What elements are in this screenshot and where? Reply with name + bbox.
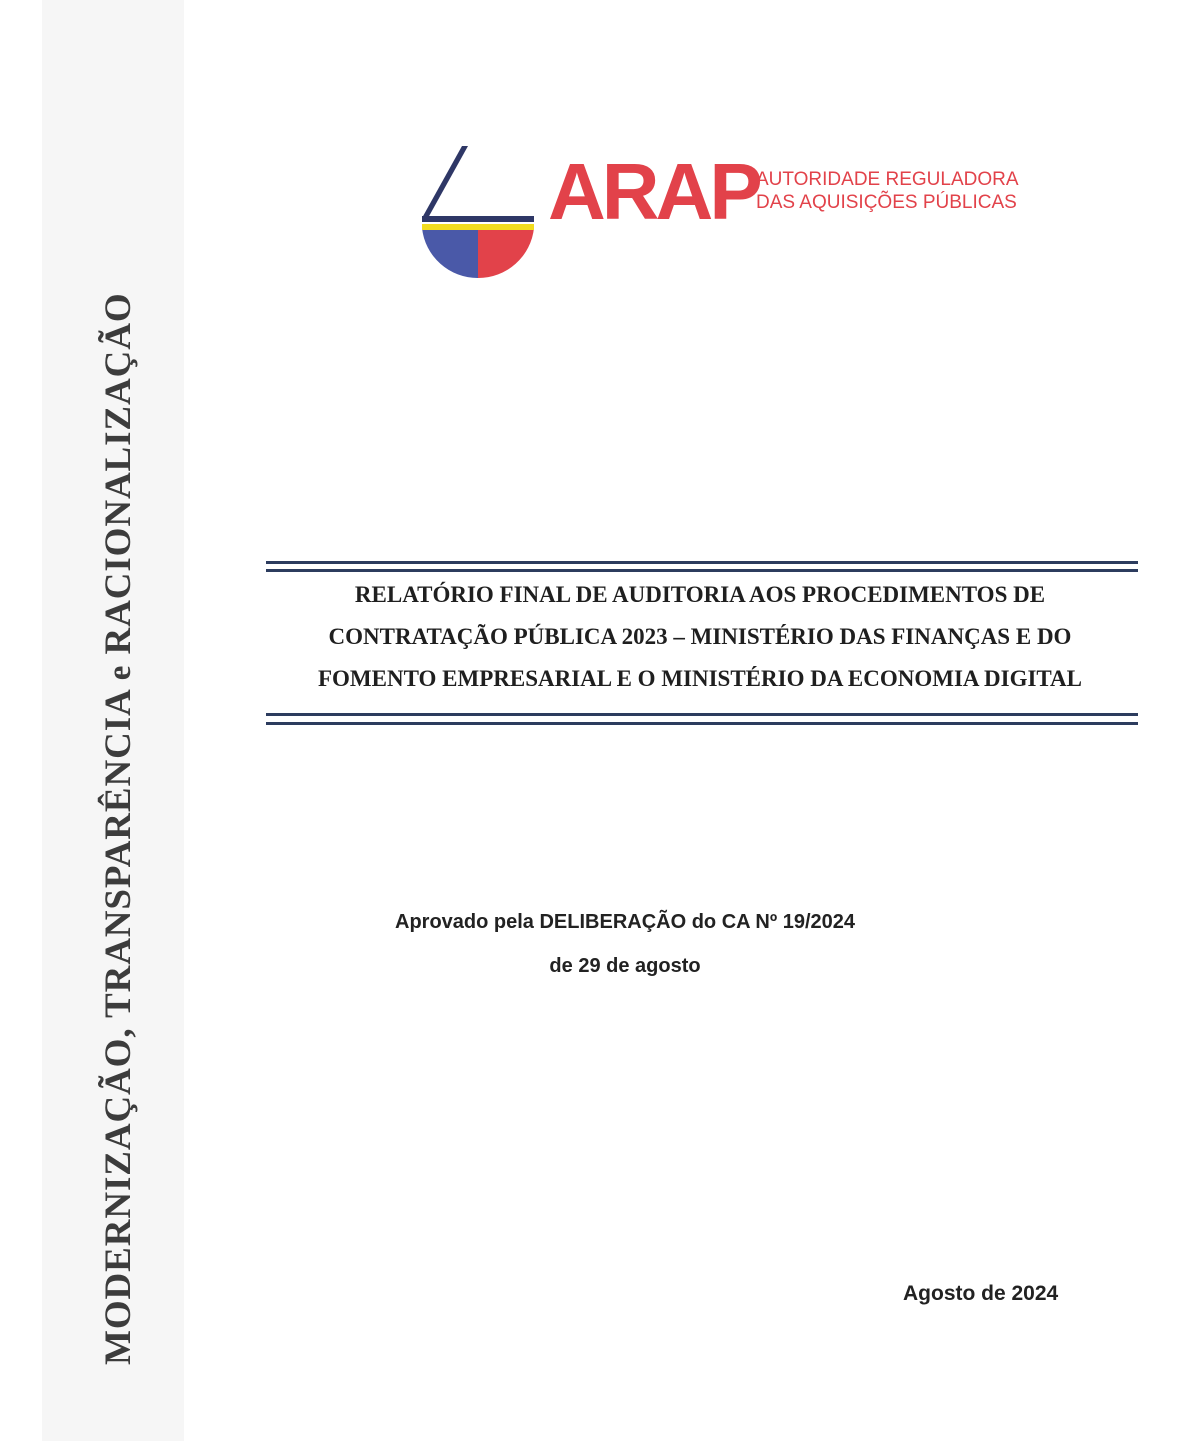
arap-logo xyxy=(410,140,1030,290)
side-slogan xyxy=(100,292,137,1365)
logo-wordmark: ARAP xyxy=(548,147,759,236)
side-slogan-part1: MODERNIZAÇÃO, TRANSPARÊNCIA xyxy=(98,680,139,1365)
approval-line2: de 29 de agosto xyxy=(549,955,701,977)
report-title-line2: CONTRATAÇÃO PÚBLICA 2023 – MINISTÉRIO DAS FINANÇAS E DO xyxy=(328,624,1072,649)
logo-subtitle-line2: DAS AQUISIÇÕES PÚBLICAS xyxy=(756,192,1017,213)
top-rule-2 xyxy=(266,569,1138,572)
side-slogan-part2: RACIONALIZAÇÃO xyxy=(98,292,139,665)
logo-subtitle xyxy=(756,168,1019,214)
report-title-line3: FOMENTO EMPRESARIAL E O MINISTÉRIO DA ECONOMIA DIGITAL xyxy=(317,666,1082,691)
arap-bowl-icon xyxy=(410,140,550,290)
publication-date: Agosto de 2024 xyxy=(903,1282,1059,1305)
bottom-rule-1 xyxy=(266,713,1138,716)
side-slogan-connector: e xyxy=(102,664,138,681)
logo-subtitle-line1: AUTORIDADE REGULADORA xyxy=(756,169,1019,190)
approval-note xyxy=(300,900,950,988)
top-rule-1 xyxy=(266,561,1138,564)
report-title xyxy=(270,574,1130,700)
approval-line1: Aprovado pela DELIBERAÇÃO do CA Nº 19/2024 xyxy=(395,911,855,933)
report-title-line1: RELATÓRIO FINAL DE AUDITORIA AOS PROCEDIMENTOS DE xyxy=(354,582,1046,607)
bottom-rule-2 xyxy=(266,722,1138,725)
